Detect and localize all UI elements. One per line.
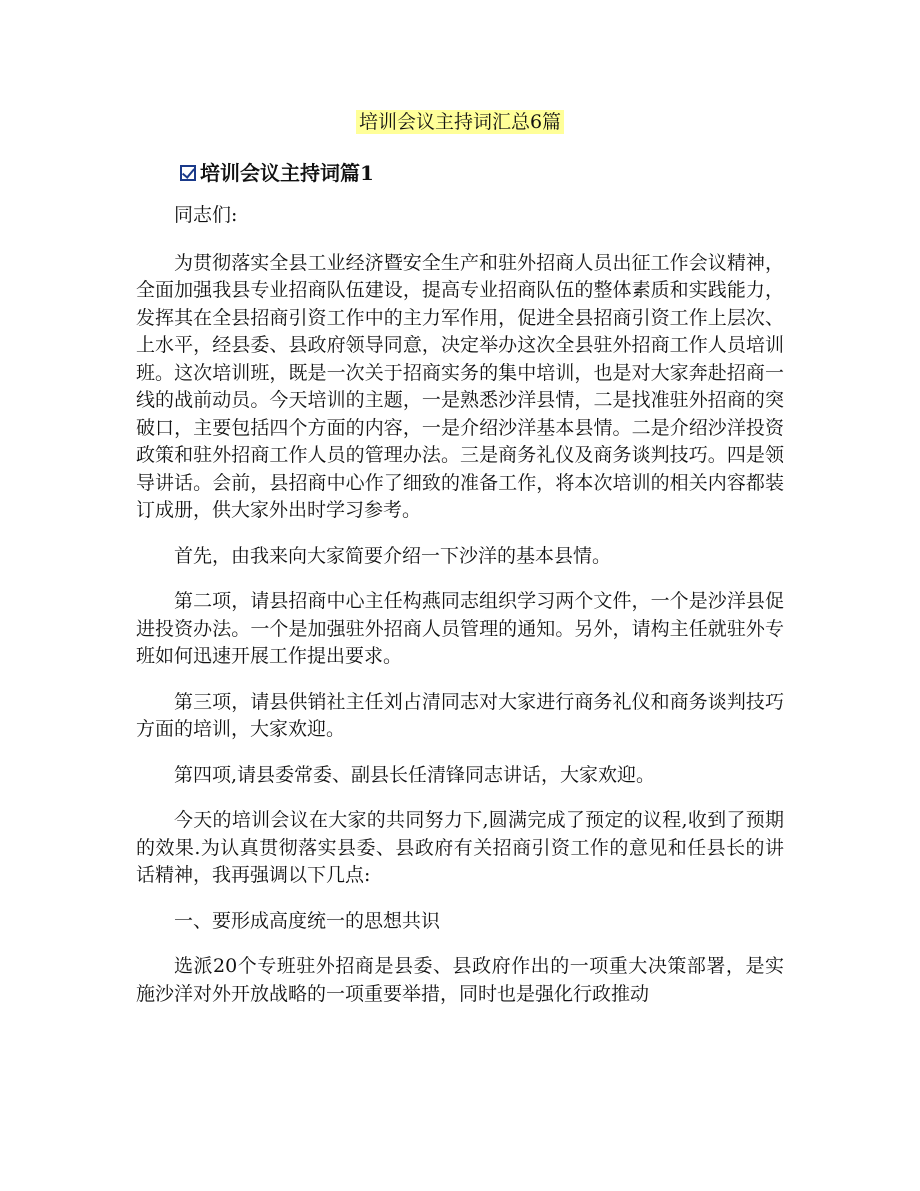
paragraph-fourth-item: 第四项,请县委常委、副县长任清锋同志讲话，大家欢迎。 (174, 763, 656, 786)
paragraph-point-body: 选派20个专班驻外招商是县委、县政府作出的一项重大决策部署，是实施沙洋对外开放战略的一项重要举措，同时也是强化行政推动 (136, 955, 784, 1005)
paragraph-intro: 为贯彻落实全县工业经济暨安全生产和驻外招商人员出征工作会议精神，全面加强我县专业招商队伍建设，提高专业招商队伍的整体素质和实践能力，发挥其在全县招商引资工作中的主力军作用，促进全县招商引资工作上层次、上水平，经县委、县政府领导同意，决定举办这次全县驻外招商工作人员培训班。这次培训班，既是一次关于招商实务的集中培训，也是对大家奔赴招商一线的战前动员。今天培训的主题，一是熟悉沙洋县情，二是找准驻外招商的突破口，主要包括四个方面的内容，一是介绍沙洋基本县情。二是介绍沙洋投资政策和驻外招商工作人员的管理办法。三是商务礼仪及商务谈判技巧。四是领导讲话。会前，县招商中心作了细致的准备工作，将本次培训的相关内容都装订成册，供大家外出时学习参考。 (136, 251, 784, 521)
paragraph-third-item: 第三项，请县供销社主任刘占清同志对大家进行商务礼仪和商务谈判技巧方面的培训，大家欢迎。 (136, 690, 784, 740)
section-heading-text: 培训会议主持词篇1 (200, 161, 374, 185)
paragraph-first-item: 首先，由我来向大家简要介绍一下沙洋的基本县情。 (174, 544, 612, 567)
paragraph-summary: 今天的培训会议在大家的共同努力下,圆满完成了预定的议程,收到了预期的效果.为认真贯彻落实县委、县政府有关招商引资工作的意见和任县长的讲话精神，我再强调以下几点: (136, 809, 784, 886)
checkbox-checked-icon (180, 165, 196, 181)
paragraph-greeting: 同志们: (174, 204, 238, 226)
document-title-text: 培训会议主持词汇总6篇 (356, 110, 564, 134)
document-title (0, 108, 920, 136)
document-body (136, 202, 784, 1026)
paragraph-second-item: 第二项，请县招商中心主任构燕同志组织学习两个文件，一个是沙洋县促进投资办法。一个是加强驻外招商人员管理的通知。另外，请构主任就驻外专班如何迅速开展工作提出要求。 (136, 590, 784, 667)
section-heading (180, 158, 374, 188)
paragraph-point-heading: 一、要形成高度统一的思想共识 (174, 909, 441, 932)
